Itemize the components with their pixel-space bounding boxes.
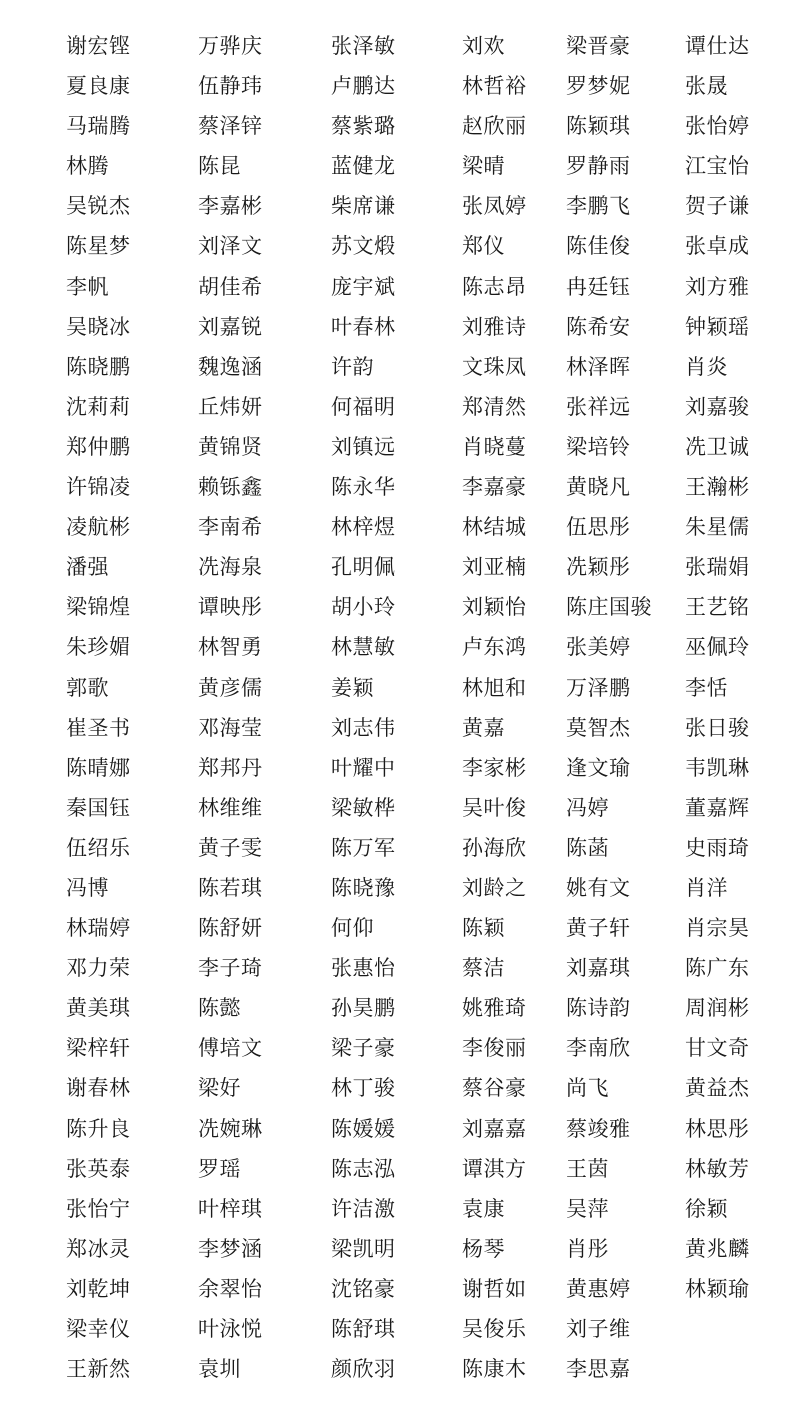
name-cell: 朱星儒 bbox=[685, 515, 750, 540]
name-cell: 李俊丽 bbox=[462, 1036, 527, 1061]
name-cell: 梁晋豪 bbox=[566, 34, 631, 58]
name-cell: 莫智杰 bbox=[566, 715, 631, 740]
table-row bbox=[0, 948, 800, 988]
name-cell: 孙海欣 bbox=[462, 835, 527, 860]
name-cell: 陈永华 bbox=[331, 475, 396, 500]
name-cell: 刘欢 bbox=[462, 34, 505, 58]
table-row bbox=[0, 708, 800, 748]
name-cell: 朱珍媚 bbox=[66, 635, 131, 660]
name-cell: 董嘉辉 bbox=[685, 795, 750, 820]
name-cell: 万泽鹏 bbox=[566, 675, 631, 700]
name-cell: 巫佩玲 bbox=[685, 635, 750, 660]
name-cell: 胡佳希 bbox=[198, 274, 263, 299]
name-cell: 蔡紫璐 bbox=[331, 114, 396, 139]
name-cell: 李家彬 bbox=[462, 755, 527, 780]
name-cell: 陈志泓 bbox=[331, 1156, 396, 1181]
name-cell: 林旭和 bbox=[462, 675, 527, 700]
name-cell: 王艺铭 bbox=[685, 595, 750, 620]
name-cell: 黄嘉 bbox=[462, 715, 505, 740]
name-cell: 陈希安 bbox=[566, 314, 631, 339]
name-cell: 罗瑶 bbox=[198, 1156, 241, 1181]
name-cell: 梁好 bbox=[198, 1076, 241, 1101]
name-cell: 王瀚彬 bbox=[685, 475, 750, 500]
name-cell: 许韵 bbox=[331, 354, 374, 379]
name-cell: 刘志伟 bbox=[331, 715, 396, 740]
name-cell: 林腾 bbox=[66, 154, 109, 179]
name-cell: 李嘉豪 bbox=[462, 475, 527, 500]
name-cell: 谢春林 bbox=[66, 1076, 131, 1101]
name-cell: 梁子豪 bbox=[331, 1036, 396, 1061]
name-cell: 刘颖怡 bbox=[462, 595, 527, 620]
name-cell: 梁锦煌 bbox=[66, 595, 131, 620]
name-cell: 李思嘉 bbox=[566, 1357, 631, 1382]
name-cell: 李鹏飞 bbox=[566, 194, 631, 219]
name-cell: 林颖瑜 bbox=[685, 1276, 750, 1301]
name-cell: 陈晓豫 bbox=[331, 875, 396, 900]
table-row bbox=[0, 868, 800, 908]
name-cell: 林智勇 bbox=[198, 635, 263, 660]
name-cell: 梁敏桦 bbox=[331, 795, 396, 820]
name-cell: 张瑞娟 bbox=[685, 555, 750, 580]
name-cell: 李子琦 bbox=[198, 956, 263, 981]
name-cell: 林哲裕 bbox=[462, 74, 527, 99]
name-cell: 姚有文 bbox=[566, 875, 631, 900]
name-cell: 黄子雯 bbox=[198, 835, 263, 860]
name-cell: 丘炜妍 bbox=[198, 394, 263, 419]
name-cell: 林维维 bbox=[198, 795, 263, 820]
name-cell: 陈志昂 bbox=[462, 274, 527, 299]
name-cell: 贺子谦 bbox=[685, 194, 750, 219]
name-cell: 肖洋 bbox=[685, 875, 728, 900]
name-cell: 肖宗昊 bbox=[685, 916, 750, 941]
name-cell: 梁培铃 bbox=[566, 434, 631, 459]
name-cell: 颜欣羽 bbox=[331, 1357, 396, 1382]
name-cell: 谢哲如 bbox=[462, 1276, 527, 1301]
name-cell: 尚飞 bbox=[566, 1076, 609, 1101]
name-cell: 李南希 bbox=[198, 515, 263, 540]
name-cell: 韦凯琳 bbox=[685, 755, 750, 780]
table-row bbox=[0, 1269, 800, 1309]
table-row bbox=[0, 1229, 800, 1269]
name-cell: 林慧敏 bbox=[331, 635, 396, 660]
name-cell: 崔圣书 bbox=[66, 715, 131, 740]
name-cell: 郑仪 bbox=[462, 234, 505, 259]
name-cell: 叶耀中 bbox=[331, 755, 396, 780]
name-cell: 孔明佩 bbox=[331, 555, 396, 580]
name-cell: 刘嘉琪 bbox=[566, 956, 631, 981]
table-row bbox=[0, 226, 800, 266]
name-cell: 郑清然 bbox=[462, 394, 527, 419]
name-cell: 孙昊鹏 bbox=[331, 996, 396, 1021]
table-row bbox=[0, 668, 800, 708]
table-row bbox=[0, 427, 800, 467]
name-cell: 伍静玮 bbox=[198, 74, 263, 99]
name-cell: 凌航彬 bbox=[66, 515, 131, 540]
name-cell: 张泽敏 bbox=[331, 34, 396, 58]
name-cell: 袁康 bbox=[462, 1196, 505, 1221]
name-cell: 蔡谷豪 bbox=[462, 1076, 527, 1101]
table-row bbox=[0, 507, 800, 547]
table-row bbox=[0, 748, 800, 788]
name-list-table bbox=[0, 26, 800, 1389]
name-cell: 肖晓蔓 bbox=[462, 434, 527, 459]
name-cell: 沈铭豪 bbox=[331, 1276, 396, 1301]
name-cell: 黄兆麟 bbox=[685, 1236, 750, 1261]
name-cell: 刘嘉嘉 bbox=[462, 1116, 527, 1141]
table-row bbox=[0, 186, 800, 226]
name-cell: 吴锐杰 bbox=[66, 194, 131, 219]
name-cell: 林瑞婷 bbox=[66, 916, 131, 941]
table-row bbox=[0, 547, 800, 587]
name-cell: 陈晓鹏 bbox=[66, 354, 131, 379]
table-row bbox=[0, 467, 800, 507]
name-cell: 胡小玲 bbox=[331, 595, 396, 620]
name-cell: 潘强 bbox=[66, 555, 109, 580]
name-cell: 秦国钰 bbox=[66, 795, 131, 820]
name-cell: 张怡宁 bbox=[66, 1196, 131, 1221]
name-cell: 林丁骏 bbox=[331, 1076, 396, 1101]
table-row bbox=[0, 1189, 800, 1229]
name-cell: 黄晓凡 bbox=[566, 475, 631, 500]
table-row bbox=[0, 627, 800, 667]
name-cell: 刘嘉锐 bbox=[198, 314, 263, 339]
name-cell: 甘文奇 bbox=[685, 1036, 750, 1061]
name-cell: 吴叶俊 bbox=[462, 795, 527, 820]
name-cell: 逢文瑜 bbox=[566, 755, 631, 780]
name-cell: 谢宏铿 bbox=[66, 34, 131, 58]
name-cell: 庞宇斌 bbox=[331, 274, 396, 299]
name-cell: 冯婷 bbox=[566, 795, 609, 820]
name-cell: 冼海泉 bbox=[198, 555, 263, 580]
name-cell: 梁梓轩 bbox=[66, 1036, 131, 1061]
name-cell: 邓力荣 bbox=[66, 956, 131, 981]
name-cell: 张凤婷 bbox=[462, 194, 527, 219]
table-row bbox=[0, 267, 800, 307]
name-cell: 苏文煅 bbox=[331, 234, 396, 259]
name-cell: 林泽晖 bbox=[566, 354, 631, 379]
name-cell: 万骅庆 bbox=[198, 34, 263, 58]
name-cell: 冼颖彤 bbox=[566, 555, 631, 580]
name-cell: 陈升良 bbox=[66, 1116, 131, 1141]
table-row bbox=[0, 1349, 800, 1389]
name-cell: 冼卫诚 bbox=[685, 434, 750, 459]
name-cell: 郑冰灵 bbox=[66, 1236, 131, 1261]
name-cell: 刘龄之 bbox=[462, 875, 527, 900]
name-cell: 肖彤 bbox=[566, 1236, 609, 1261]
name-cell: 刘亚楠 bbox=[462, 555, 527, 580]
name-cell: 蔡竣雅 bbox=[566, 1116, 631, 1141]
name-cell: 史雨琦 bbox=[685, 835, 750, 860]
name-cell: 马瑞腾 bbox=[66, 114, 131, 139]
name-cell: 何福明 bbox=[331, 394, 396, 419]
name-cell: 刘子维 bbox=[566, 1317, 631, 1341]
name-cell: 伍思彤 bbox=[566, 515, 631, 540]
table-row bbox=[0, 788, 800, 828]
name-cell: 黄锦贤 bbox=[198, 434, 263, 459]
name-cell: 郑仲鹏 bbox=[66, 434, 131, 459]
name-cell: 林结城 bbox=[462, 515, 527, 540]
name-cell: 陈万军 bbox=[331, 835, 396, 860]
name-cell: 卢东鸿 bbox=[462, 635, 527, 660]
name-cell: 陈舒琪 bbox=[331, 1317, 396, 1341]
name-cell: 郭歌 bbox=[66, 675, 109, 700]
name-cell: 陈舒妍 bbox=[198, 916, 263, 941]
name-cell: 刘方雅 bbox=[685, 274, 750, 299]
name-cell: 张卓成 bbox=[685, 234, 750, 259]
name-cell: 李恬 bbox=[685, 675, 728, 700]
name-cell: 刘雅诗 bbox=[462, 314, 527, 339]
name-cell: 谭淇方 bbox=[462, 1156, 527, 1181]
name-cell: 叶春林 bbox=[331, 314, 396, 339]
name-cell: 沈莉莉 bbox=[66, 394, 131, 419]
name-cell: 黄彦儒 bbox=[198, 675, 263, 700]
table-row bbox=[0, 908, 800, 948]
name-cell: 黄子轩 bbox=[566, 916, 631, 941]
name-cell: 吴萍 bbox=[566, 1196, 609, 1221]
name-cell: 林思彤 bbox=[685, 1116, 750, 1141]
name-cell: 黄美琪 bbox=[66, 996, 131, 1021]
name-cell: 何仰 bbox=[331, 916, 374, 941]
name-cell: 陈颖 bbox=[462, 916, 505, 941]
table-row bbox=[0, 26, 800, 66]
name-cell: 钟颖瑶 bbox=[685, 314, 750, 339]
name-cell: 陈星梦 bbox=[66, 234, 131, 259]
table-row bbox=[0, 828, 800, 868]
name-cell: 梁晴 bbox=[462, 154, 505, 179]
name-cell: 王茵 bbox=[566, 1156, 609, 1181]
name-cell: 李帆 bbox=[66, 274, 109, 299]
name-cell: 肖炎 bbox=[685, 354, 728, 379]
name-cell: 冼婉琳 bbox=[198, 1116, 263, 1141]
name-cell: 余翠怡 bbox=[198, 1276, 263, 1301]
name-cell: 黄益杰 bbox=[685, 1076, 750, 1101]
name-cell: 傅培文 bbox=[198, 1036, 263, 1061]
name-cell: 吴晓冰 bbox=[66, 314, 131, 339]
name-cell: 叶梓琪 bbox=[198, 1196, 263, 1221]
name-cell: 郑邦丹 bbox=[198, 755, 263, 780]
table-row bbox=[0, 1149, 800, 1189]
table-row bbox=[0, 106, 800, 146]
table-row bbox=[0, 587, 800, 627]
name-cell: 李梦涵 bbox=[198, 1236, 263, 1261]
name-cell: 魏逸涵 bbox=[198, 354, 263, 379]
name-cell: 许锦凌 bbox=[66, 475, 131, 500]
name-cell: 张祥远 bbox=[566, 394, 631, 419]
name-cell: 张惠怡 bbox=[331, 956, 396, 981]
table-row bbox=[0, 1068, 800, 1108]
name-cell: 张英泰 bbox=[66, 1156, 131, 1181]
name-cell: 张日骏 bbox=[685, 715, 750, 740]
name-cell: 叶泳悦 bbox=[198, 1317, 263, 1341]
name-cell: 李南欣 bbox=[566, 1036, 631, 1061]
name-cell: 伍绍乐 bbox=[66, 835, 131, 860]
table-row bbox=[0, 146, 800, 186]
name-cell: 陈菡 bbox=[566, 835, 609, 860]
name-cell: 许洁激 bbox=[331, 1196, 396, 1221]
name-cell: 陈若琪 bbox=[198, 875, 263, 900]
name-cell: 蔡泽锌 bbox=[198, 114, 263, 139]
name-cell: 文珠凤 bbox=[462, 354, 527, 379]
table-row bbox=[0, 1028, 800, 1068]
name-cell: 谭映彤 bbox=[198, 595, 263, 620]
name-cell: 江宝怡 bbox=[685, 154, 750, 179]
name-cell: 周润彬 bbox=[685, 996, 750, 1021]
name-cell: 陈媛媛 bbox=[331, 1116, 396, 1141]
name-cell: 李嘉彬 bbox=[198, 194, 263, 219]
name-cell: 姜颖 bbox=[331, 675, 374, 700]
name-cell: 刘乾坤 bbox=[66, 1276, 131, 1301]
table-row bbox=[0, 66, 800, 106]
name-cell: 王新然 bbox=[66, 1357, 131, 1382]
name-cell: 陈颖琪 bbox=[566, 114, 631, 139]
name-cell: 赖铄鑫 bbox=[198, 475, 263, 500]
name-cell: 刘镇远 bbox=[331, 434, 396, 459]
name-cell: 罗梦妮 bbox=[566, 74, 631, 99]
name-cell: 张美婷 bbox=[566, 635, 631, 660]
name-cell: 姚雅琦 bbox=[462, 996, 527, 1021]
name-cell: 梁幸仪 bbox=[66, 1317, 131, 1341]
name-cell: 陈广东 bbox=[685, 956, 750, 981]
name-cell: 林敏芳 bbox=[685, 1156, 750, 1181]
name-cell: 夏良康 bbox=[66, 74, 131, 99]
name-cell: 刘泽文 bbox=[198, 234, 263, 259]
name-cell: 冉廷钰 bbox=[566, 274, 631, 299]
name-cell: 陈康木 bbox=[462, 1357, 527, 1382]
name-cell: 黄惠婷 bbox=[566, 1276, 631, 1301]
table-row bbox=[0, 1109, 800, 1149]
name-cell: 冯博 bbox=[66, 875, 109, 900]
name-cell: 赵欣丽 bbox=[462, 114, 527, 139]
name-cell: 邓海莹 bbox=[198, 715, 263, 740]
name-cell: 陈庄国骏 bbox=[566, 595, 652, 620]
name-cell: 陈晴娜 bbox=[66, 755, 131, 780]
name-cell: 陈昆 bbox=[198, 154, 241, 179]
table-row bbox=[0, 1309, 800, 1349]
name-cell: 张怡婷 bbox=[685, 114, 750, 139]
table-row bbox=[0, 347, 800, 387]
name-cell: 卢鹏达 bbox=[331, 74, 396, 99]
table-row bbox=[0, 307, 800, 347]
name-cell: 杨琴 bbox=[462, 1236, 505, 1261]
name-cell: 徐颖 bbox=[685, 1196, 728, 1221]
name-cell: 吴俊乐 bbox=[462, 1317, 527, 1341]
name-cell: 陈懿 bbox=[198, 996, 241, 1021]
name-cell: 蔡洁 bbox=[462, 956, 505, 981]
name-cell: 陈佳俊 bbox=[566, 234, 631, 259]
name-cell: 蓝健龙 bbox=[331, 154, 396, 179]
name-cell: 刘嘉骏 bbox=[685, 394, 750, 419]
name-cell: 谭仕达 bbox=[685, 34, 750, 58]
table-row bbox=[0, 387, 800, 427]
name-cell: 陈诗韵 bbox=[566, 996, 631, 1021]
name-cell: 张晟 bbox=[685, 74, 728, 99]
name-cell: 梁凯明 bbox=[331, 1236, 396, 1261]
name-cell: 林梓煜 bbox=[331, 515, 396, 540]
table-row bbox=[0, 988, 800, 1028]
name-cell: 柴席谦 bbox=[331, 194, 396, 219]
name-cell: 罗静雨 bbox=[566, 154, 631, 179]
name-cell: 袁圳 bbox=[198, 1357, 241, 1382]
